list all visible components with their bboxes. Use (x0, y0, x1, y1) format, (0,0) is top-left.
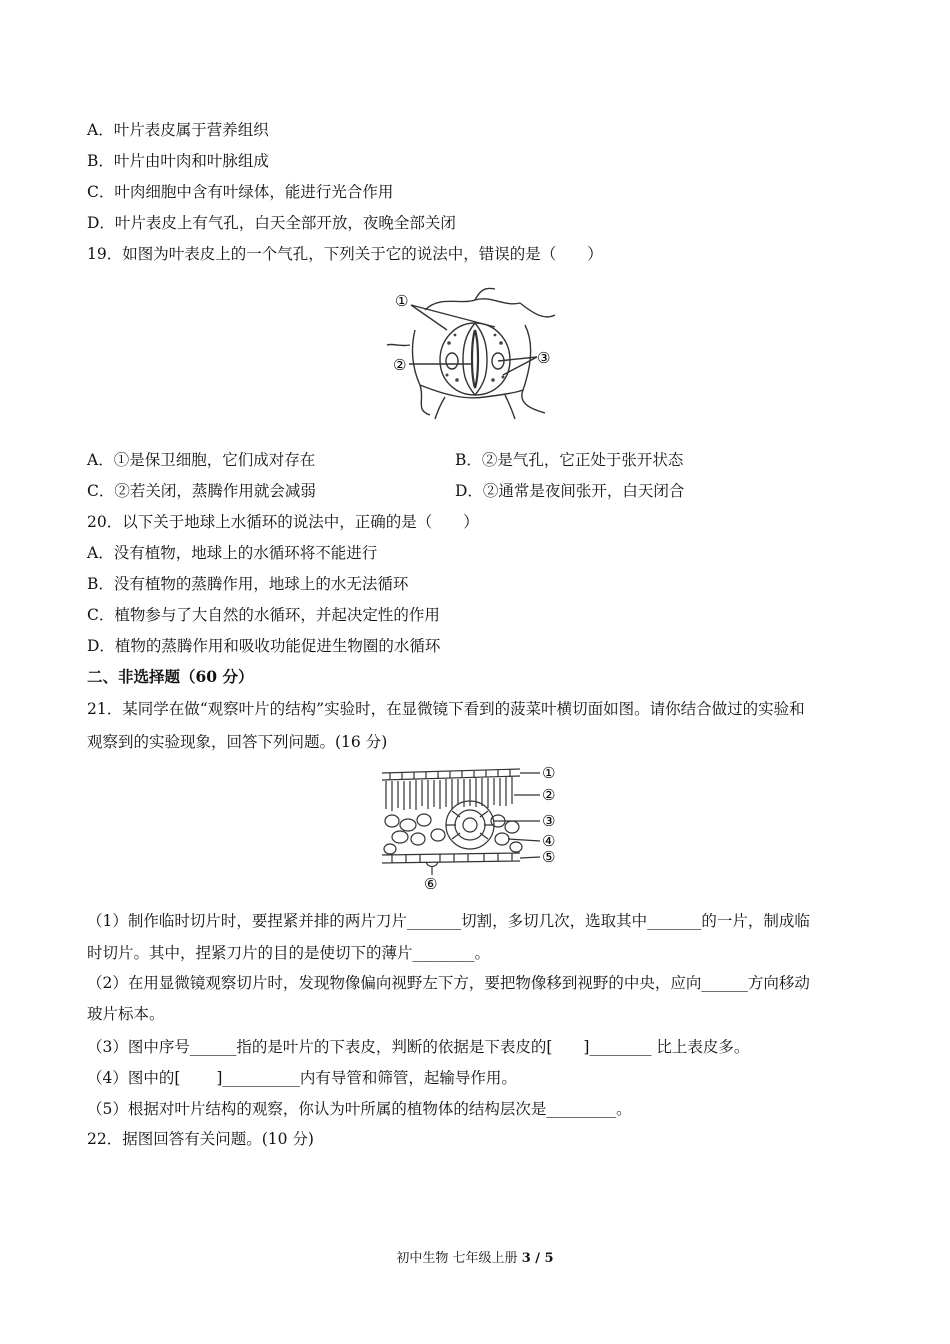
stoma-label-1: ① (395, 292, 409, 310)
leaf-label-5: ⑤ (542, 848, 556, 866)
q18-option-b: B．叶片由叶肉和叶脉组成 (87, 152, 269, 170)
q21-part3: （3）图中序号______指的是叶片的下表皮，判断的依据是下表皮的[ ]________ 比上表皮多。 (87, 1038, 750, 1056)
q19-option-b: B．②是气孔，它正处于张开状态 (455, 451, 684, 469)
leaf-label-2: ② (542, 786, 556, 804)
q20-stem: 20．以下关于地球上水循环的说法中，正确的是（ ） (87, 513, 479, 531)
q21-part1-line1: （1）制作临时切片时，要捏紧并排的两片刀片_______切割，多切几次，选取其中_______的一片，制成临 (87, 912, 810, 930)
q19-option-a: A．①是保卫细胞，它们成对存在 (87, 451, 316, 469)
q22-stem: 22．据图回答有关问题。(10 分) (87, 1130, 314, 1148)
q21-stem-line2: 观察到的实验现象，回答下列问题。(16 分) (87, 733, 388, 751)
q18-option-c: C．叶肉细胞中含有叶绿体，能进行光合作用 (87, 183, 394, 201)
stoma-label-2: ② (393, 356, 407, 374)
q19-stem: 19．如图为叶表皮上的一个气孔，下列关于它的说法中，错误的是（ ） (87, 245, 603, 263)
q21-part4: （4）图中的[ ]__________内有导管和筛管，起输导作用。 (87, 1069, 517, 1087)
page-number: 3 / 5 (521, 1251, 554, 1266)
q19-option-c: C．②若关闭，蒸腾作用就会减弱 (87, 482, 316, 500)
page-footer (0, 1247, 950, 1266)
q21-part1-line2: 时切片。其中，捏紧刀片的目的是使切下的薄片________。 (87, 944, 491, 962)
stoma-label-3: ③ (537, 349, 551, 367)
q21-part5: （5）根据对叶片结构的观察，你认为叶所属的植物体的结构层次是_________。 (87, 1100, 632, 1118)
q20-option-a: A．没有植物，地球上的水循环将不能进行 (87, 544, 378, 562)
q18-option-d: D．叶片表皮上有气孔，白天全部开放，夜晚全部关闭 (87, 214, 456, 232)
q21-part2-line2: 玻片标本。 (87, 1005, 165, 1023)
footer-text: 初中生物 七年级上册 (396, 1251, 522, 1266)
leaf-label-3: ③ (542, 812, 556, 830)
leaf-section-figure (380, 763, 570, 893)
q21-part2-line1: （2）在用显微镜观察切片时，发现物像偏向视野左下方，要把物像移到视野的中央，应向______方向移动 (87, 974, 810, 992)
leaf-label-1: ① (542, 764, 556, 782)
q20-option-b: B．没有植物的蒸腾作用，地球上的水无法循环 (87, 575, 409, 593)
section-heading: 二、非选择题（60 分） (87, 667, 254, 686)
leaf-label-4: ④ (542, 832, 556, 850)
leaf-label-6: ⑥ (424, 875, 438, 893)
q20-option-d: D．植物的蒸腾作用和吸收功能促进生物圈的水循环 (87, 637, 441, 655)
q19-option-d: D．②通常是夜间张开，白天闭合 (455, 482, 685, 500)
q18-option-a: A．叶片表皮属于营养组织 (87, 121, 269, 139)
stoma-figure (385, 285, 565, 420)
q21-stem-line1: 21．某同学在做“观察叶片的结构”实验时，在显微镜下看到的菠菜叶横切面如图。请你结合做过的实验和 (87, 700, 805, 718)
q20-option-c: C．植物参与了大自然的水循环，并起决定性的作用 (87, 606, 440, 624)
